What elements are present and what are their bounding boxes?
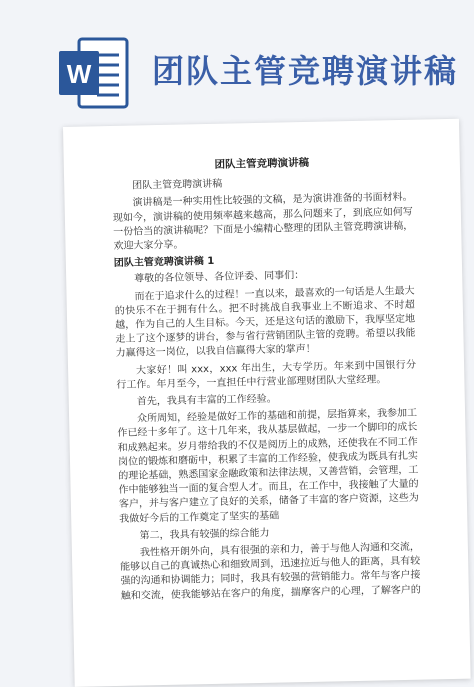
- body-paragraph: 众所周知，经验是做好工作的基础和前提，层指算来，我参加工作已经十多年了。这十几年来，我从基层做起，一步一个脚印的成长和成熟起来。岁月带给我的不仅是阅历上的成熟，还使我在不同工作岗位的锻炼和磨砺中，积累了丰富的工作经验，使我成为既具有扎实的理论基础，熟悉国家金融政策和法律法规，又善营销，会管理，工作中能够独当一面的复合型人才。而且，在工作中，我接触了大量的客户，并与客户建立了良好的关系，储备了丰富的客户资源，这些为我做好今后的工作奠定了坚实的基础: [117, 407, 419, 525]
- document-body: [112, 154, 421, 607]
- document-page-preview: [63, 119, 471, 687]
- body-paragraph: 首先，我具有丰富的工作经验。: [136, 393, 277, 408]
- intro-paragraph: 演讲稿是一种实用性比较强的文稿，是为演讲准备的书面材料。现如今，演讲稿的使用频率越来越高，那么问题来了，到底应如何写一份恰当的演讲稿呢？下面是小编精心整理的团队主管竞聘演讲稿，欢迎大家分享。: [112, 192, 414, 252]
- document-subtitle: 团队主管竞聘演讲稿: [132, 178, 223, 192]
- body-paragraph: 我性格开朗外向，具有很强的亲和力，善于与他人沟通和交流，能够以自己的真诚热心和细致周到，迅速拉近与他人的距离，具有较强的沟通和协调能力；同时，我具有较强的营销能力。常年与客户接触和交流，使我能够站在客户的角度，揣摩客户的心理，了解客户的: [120, 541, 421, 602]
- body-paragraph: 而在于追求什么的过程！一直以来，最喜欢的一句话是人生最大的快乐不在于拥有什么。把不时挑战自我事业上不断追求、不时超越，作为自己的人生目标。今天，还是这句话的激励下，我厚坚定地走上了这个逐梦的讲台，参与省行营销团队主管的竞聘。希望以我能力赢得这一岗位，以我自信赢得大家的掌声！: [114, 285, 416, 360]
- greeting: 尊敬的各位领导、各位评委、同事们：: [134, 270, 305, 285]
- banner-title: 团队主管竞聘演讲稿: [152, 52, 459, 90]
- body-paragraph: 第二，我具有较强的综合能力: [139, 527, 270, 542]
- section-heading: 团队主管竞聘演讲稿 1: [113, 256, 215, 270]
- document-title: 团队主管竞聘演讲稿: [214, 156, 310, 171]
- document-banner: [0, 0, 474, 120]
- word-document-icon: [57, 33, 129, 113]
- body-paragraph: 大家好！叫 xxx，xxx 年出生，大专学历。年来到中国银行分行工作。年月至今，一直担任中行营业部理财团队大堂经理。: [116, 359, 417, 391]
- word-letter: W: [66, 59, 92, 89]
